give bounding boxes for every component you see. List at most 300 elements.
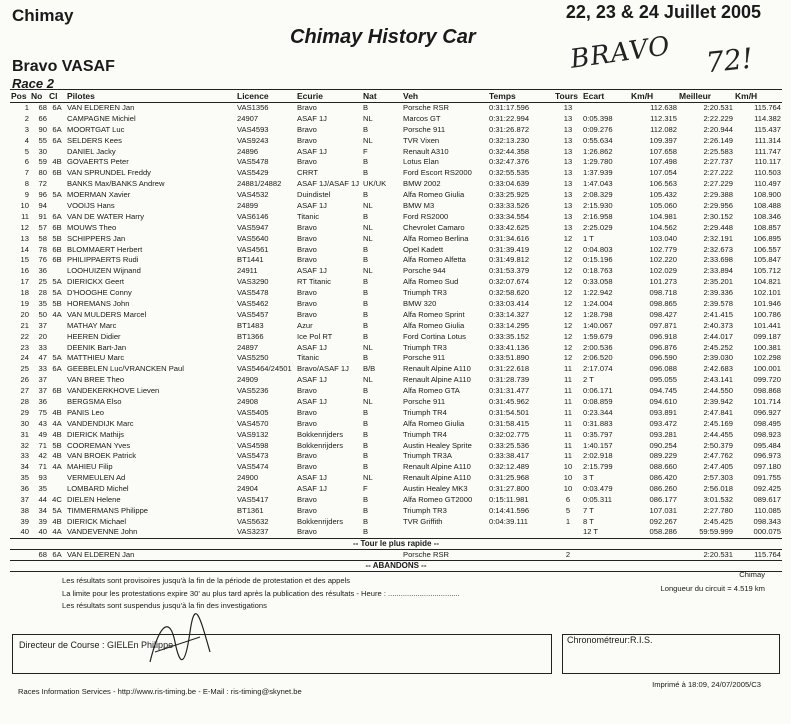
cell-vehicle: Ford Escort RS2000 [403,168,472,178]
cell-cl: 4B [52,451,62,461]
cell-licence: 24881/24882 [237,179,282,189]
cell-driver: VAN MULDERS Marcel [67,309,147,319]
cell-cl: 5A [52,505,62,515]
cell-tours: 11 [564,418,572,428]
cell-best-kmh: 111.747 [754,146,781,156]
cell-tours: 11 [564,407,572,417]
cell-driver: MOORTGAT Luc [67,124,125,134]
cell-nat: F [363,484,368,494]
cell-vehicle: Renault Alpine A110 [403,364,471,374]
cell-licence: VAS5478 [237,288,269,298]
cell-kmh: 105.432 [649,190,677,200]
cell-no: 28 [38,288,47,298]
cell-ecart: 2:15.799 [583,462,613,472]
cell-temps: 0:31:22.994 [489,113,530,123]
cell-ecurie: ASAF 1J [297,266,327,276]
cell-ecurie: Bravo [297,222,317,232]
cell-best-kmh: 092.425 [753,484,781,494]
cell-cl [48,473,66,484]
cell-tours: 12 [563,288,573,298]
cell-licence: BT1361 [237,505,264,515]
table-row [10,179,782,190]
cell-vehicle: Alfa Romeo Alfetta [403,255,466,265]
cell-licence: VAS5405 [237,407,269,417]
cell-cl: 4B [52,407,62,417]
cell-no: 76 [38,255,47,265]
col-cl: Cl [48,90,66,103]
cell-ecart: 7 T [583,505,594,515]
cell-temps: 0:33:25.536 [489,440,530,450]
cell-best-kmh: 114.382 [754,113,781,123]
cell-kmh: 092.267 [649,516,677,526]
cell-ecurie: Bokkenrijders [297,516,344,526]
col-licence: Licence [236,90,296,103]
cell-kmh: 102.029 [649,266,677,276]
cell-driver: VANDEVENNE John [67,527,138,537]
cell-temps: 0:14:41.596 [489,505,530,515]
cell-tours: 5 [565,505,571,515]
cell-cl: 6B [52,386,62,396]
cell-tours: 12 [563,255,573,265]
cell-temps: 0:31:31.477 [489,386,530,396]
cell-ecart: 12 T [583,527,599,537]
cell-best-kmh: 100.001 [753,364,781,374]
cell-licence: VAS9132 [237,429,269,439]
cell-nat: B [363,527,369,537]
cell-ecurie: Bravo [297,135,317,145]
cell-temps: 0:33:38.417 [489,451,530,461]
cell-vehicle: Triumph TR3 [403,288,447,298]
note-suspended: Les résultats sont suspendus jusqu'à la fin des investigations [62,601,267,611]
cell-best-kmh: 110.503 [754,168,781,178]
cell-no: 72 [38,179,47,189]
cell-tours: 13 [563,211,573,221]
table-row [10,418,782,429]
cell-tours: 13 [563,179,573,189]
cell-kmh: 104.562 [649,222,677,232]
cell-ecurie: Bravo [297,309,317,319]
cell-tours: 12 [563,277,573,287]
cell-vehicle: Lotus Elan [403,157,439,167]
cell-kmh: 094.745 [649,386,677,396]
cell-licence: VAS4532 [237,190,269,200]
cell-no: 37 [38,386,47,396]
cell-licence: BT1483 [237,320,264,330]
cell-kmh: 095.055 [649,375,677,385]
table-row [10,266,782,277]
cell-cl: 4B [52,157,62,167]
cell-nat: B [363,462,369,472]
cell-vehicle: Austin Healey Sprite [403,440,472,450]
cell-cl: 5A [52,190,62,200]
cell-no: 78 [38,244,47,254]
cell-best-kmh: 095.484 [753,440,781,450]
cell-pos: 9 [24,190,29,200]
cell-cl: 6B [52,168,62,178]
cell-no: 25 [38,277,47,287]
cell-nat: B [363,103,369,113]
cell-best-lap: 2:25.583 [703,146,733,156]
cell-temps: 0:32:55.535 [489,168,530,178]
table-row [10,495,782,506]
cell-tours: 13 [563,222,573,232]
fastest-pos [10,549,30,560]
cell-ecurie: Bravo [297,233,317,243]
cell-cl: 4A [52,462,62,472]
cell-temps: 0:32:02.775 [489,429,530,439]
cell-no: 42 [38,451,47,461]
col-tours: Tours [554,90,582,103]
cell-licence: VAS4570 [237,418,269,428]
cell-tours: 13 [563,200,573,210]
cell-kmh: 086.177 [649,495,677,504]
cell-licence: BT1366 [237,331,264,341]
cell-pos: 15 [20,255,29,265]
cell-best-lap: 2:27.229 [703,179,733,189]
cell-tours: 12 [563,320,573,330]
footer-services: Races Information Services - http://www.ris-timing.be - E-Mail : ris-timing@skynet.be [18,687,302,696]
cell-tours: 12 [563,342,573,352]
cell-best-lap: 2:39.030 [703,353,733,363]
table-row [10,397,782,408]
cell-best-lap: 2:47.762 [703,451,733,461]
cell-tours [554,527,582,538]
cell-nat: B [363,309,369,319]
table-row [10,255,782,266]
cell-nat: B [363,288,369,298]
abandons-label: -- ABANDONS -- [10,560,782,571]
cell-licence: VAS5250 [237,353,269,363]
cell-best-kmh: 110.117 [754,157,781,167]
cell-kmh: 105.060 [649,200,677,210]
cell-vehicle: Chevrolet Camaro [403,222,465,232]
cell-pos: 29 [20,407,29,417]
cell-driver: DEENIK Bart-Jan [67,342,127,352]
cell-ecurie: Azur [297,320,313,330]
cell-kmh: 094.610 [649,396,677,406]
cell-nat: B [363,211,369,221]
cell-driver: VAN SPRUNDEL Freddy [67,168,151,178]
cell-best-kmh: 108.900 [753,190,781,200]
cell-ecart: 0:18.763 [583,266,613,276]
table-row [10,233,782,244]
cell-driver: D'HOOGHE Conny [67,288,132,298]
cell-best-kmh: 115.764 [754,103,781,113]
cell-nat: B [363,168,369,178]
cell-kmh: 096.088 [649,364,677,374]
cell-nat: NL [363,342,373,352]
cell-best-kmh: 101.441 [753,320,781,330]
cell-tours: 10 [563,462,573,472]
provisional-notes [62,575,460,613]
cell-pos: 11 [21,211,29,221]
cell-ecurie: Ice Pol RT [297,331,333,341]
cell-vehicle: Ford Cortina Lotus [403,331,466,341]
cell-no: 35 [38,484,47,494]
cell-best-lap: 2:42.683 [703,364,733,374]
cell-vehicle: BMW 320 [403,298,437,308]
cell-best-lap: 2:29.448 [703,222,733,232]
cell-licence: VAS5464/24501 [237,364,292,374]
cell-licence: VAS6146 [237,211,269,221]
race-director: Directeur de Course : GIELEn Philippe [19,640,174,650]
fastest-lap-speed: 115.764 [754,549,781,559]
cell-ecurie: Bravo [297,451,317,461]
cell-best-lap: 2:44.455 [703,429,733,439]
cell-pos: 32 [20,440,29,450]
cell-temps: 0:33:25.925 [489,190,530,200]
cell-best-lap: 59:59.999 [699,527,733,537]
cell-best-lap: 2:44.017 [703,331,733,341]
cell-best-kmh: 106.895 [753,233,781,243]
cell-nat: B/B [363,364,376,374]
cell-driver: MOUWS Theo [67,222,117,232]
cell-temps: 0:32:13.230 [489,135,530,145]
cell-licence: VAS3237 [237,527,269,537]
cell-no: 91 [38,211,47,221]
table-row [10,299,782,310]
cell-vehicle: Triumph TR3A [403,451,452,461]
circuit-info [661,568,765,596]
cell-kmh: 089.229 [649,451,677,461]
cell-driver: MATTHIEU Marc [67,353,125,363]
cell-pos: 3 [24,124,29,134]
cell-kmh: 112.638 [650,103,677,113]
cell-nat: B [363,277,369,287]
cell-ecart: 1:26.862 [583,146,613,156]
cell-ecart: 0:15.196 [583,255,613,265]
cell-no: 71 [38,462,47,472]
cell-pos: 38 [20,505,29,515]
cell-best-kmh: 098.923 [753,429,781,439]
cell-pos: 39 [20,516,29,526]
cell-ecurie: Bravo [297,288,317,298]
cell-licence: VAS5429 [237,168,269,178]
cell-nat: B [363,451,369,461]
cell-nat: F [363,146,368,156]
cell-temps: 0:33:35.152 [489,331,530,341]
cell-ecurie: Bravo [297,255,317,265]
cell-no: 37 [38,320,47,330]
cell-licence: VAS5632 [237,516,269,526]
cell-temps: 0:33:51.890 [489,353,530,363]
cell-pos: 17 [20,277,29,287]
cell-driver: LOMBARD Michel [67,484,129,494]
table-row [10,505,782,516]
cell-no: 33 [38,364,47,374]
cell-temps: 0:31:27.800 [489,484,530,494]
cell-ecurie: Bravo [297,386,317,396]
cell-driver: DIELEN Helene [67,495,121,504]
fastest-vehicle: Porsche RSR [403,549,450,559]
cell-ecart: 0:05.398 [583,113,613,123]
cell-tours: 11 [564,396,572,406]
cell-kmh: 098.865 [649,298,677,308]
cell-tours: 13 [563,168,573,178]
cell-best-lap: 2:22.229 [703,113,733,123]
cell-temps: 0:32:47.376 [489,157,530,167]
cell-ecurie: Bravo [297,157,317,167]
cell-ecart: 2:08.329 [583,190,613,200]
cell-vehicle: Porsche 911 [403,124,446,134]
results-body [10,103,782,539]
cell-licence: 24897 [237,342,259,352]
cell-driver: HEEREN Didier [67,331,121,341]
cell-ecurie: Duindistel [297,190,331,200]
table-row [10,320,782,331]
cell-ecart: 1:28.798 [583,309,613,319]
cell-vehicle: BMW 2002 [403,179,441,189]
cell-no: 39 [38,516,47,526]
cell-ecart: 0:33.058 [583,277,613,287]
cell-driver: LOOHUIZEN Wijnand [67,266,141,276]
cell-pos: 35 [20,473,29,483]
cell-driver: DIERICKX Geert [67,277,124,287]
cell-kmh: 096.876 [649,342,677,352]
fastest-lap-number: 2 [565,549,571,559]
table-row [10,364,782,375]
cell-kmh: 109.397 [649,135,677,145]
cell-no: 37 [38,375,47,385]
cell-cl: 4B [52,429,62,439]
cell-best-kmh: 101.714 [753,396,781,406]
cell-driver: BLOMMAERT Herbert [67,244,143,254]
cell-licence: VAS4593 [237,124,269,134]
table-row [10,484,782,495]
cell-nat: B [363,255,369,265]
table-row [10,244,782,255]
cell-ecurie: ASAF 1J [297,200,327,210]
cell-temps: 0:32:44.358 [489,146,530,156]
cell-best-lap: 2:20.531 [703,103,733,113]
cell-driver: SCHIPPERS Jan [67,233,126,243]
cell-no: 71 [38,440,47,450]
cell-licence: BT1441 [237,255,264,265]
cell-best-lap: 2:47.841 [703,407,733,417]
cell-tours: 12 [563,298,573,308]
cell-best-kmh: 100.381 [753,342,781,352]
cell-temps: 0:33:41.136 [489,342,530,352]
cell-ecurie: ASAF 1J [297,342,327,352]
cell-ecart: 2:15.930 [583,200,613,210]
cell-cl: 4C [52,495,62,504]
cell-ecurie: Bokkenrijders [297,429,344,439]
cell-no: 36 [38,266,47,276]
cell-best-lap: 2:29.388 [703,190,733,200]
table-row [10,211,782,222]
cell-temps: 0:33:34.554 [489,211,530,221]
cell-ecart: 1:24.004 [583,298,613,308]
table-row [10,135,782,146]
event-title: Chimay History Car [290,26,476,48]
cell-driver: VERMEULEN Ad [67,473,126,483]
cell-driver: TIMMERMANS Philippe [67,505,149,515]
col-kmh: Km/H [630,90,678,103]
cell-nat: NL [363,396,373,406]
cell-tours: 12 [563,331,573,341]
cell-vehicle: Opel Kadett [403,244,444,254]
cell-no: 80 [38,168,47,178]
cell-tours: 11 [564,429,572,439]
footer-printed: Imprimé à 18:09, 24/07/2005/C3 [652,680,761,689]
cell-kmh: 093.472 [649,418,677,428]
cell-temps: 0:33:42.625 [489,222,530,232]
cell-nat: B [363,331,369,341]
cell-best-lap: 2:47.405 [703,462,733,472]
table-row [10,429,782,440]
cell-best-kmh: 110.497 [754,179,781,189]
cell-cl [48,201,66,212]
cell-nat: B [363,440,369,450]
cell-licence: VAS9243 [237,135,269,145]
cell-best-kmh: 098.868 [753,386,781,396]
cell-best-kmh: 098.495 [753,418,781,428]
cell-driver: HOREMANS John [67,298,130,308]
cell-kmh: 112.315 [650,113,677,123]
cell-vehicle: Renault A310 [403,146,449,156]
cell-cl: 4A [52,418,62,428]
cell-best-lap: 2:45.425 [703,516,733,526]
cell-driver: BANKS Max/BANKS Andrew [67,179,165,189]
table-row [10,516,782,527]
cell-tours: 12 [563,244,573,254]
cell-ecurie: ASAF 1J [297,146,327,156]
cell-no: 93 [38,473,47,483]
cell-licence: 24908 [237,396,259,406]
cell-temps: 0:31:45.962 [489,396,530,406]
cell-temps: 0:33:14.295 [489,320,530,330]
cell-tours: 13 [563,157,573,167]
cell-pos: 6 [24,157,29,167]
cell-ecart: 2:02.918 [583,451,613,461]
cell-nat: B [363,353,369,363]
cell-kmh: 086.260 [649,484,677,494]
cell-best-kmh: 100.786 [753,309,781,319]
cell-driver: GOVAERTS Peter [67,157,129,167]
cell-ecurie: Bravo [297,124,317,134]
cell-ecurie: Bravo [297,407,317,417]
cell-kmh: 096.590 [649,353,677,363]
fastest-lap-row [10,549,782,560]
cell-kmh: 088.660 [649,462,677,472]
cell-licence: VAS5457 [237,309,269,319]
cell-best-kmh: 096.927 [753,407,781,417]
cell-ecurie: ASAF 1J [297,375,327,385]
cell-driver: MATHAY Marc [67,320,117,330]
circuit-length: Longueur du circuit = 4.519 km [660,584,765,593]
cell-ecurie: ASAF 1J [297,484,327,494]
cell-cl: 5A [52,353,62,363]
cell-driver: CAMPAGNE Michiel [67,113,136,123]
cell-driver: VAN ELDEREN Jan [67,103,135,113]
cell-kmh: 097.871 [649,320,677,330]
cell-driver: VAN BREE Theo [67,375,125,385]
cell-pos: 25 [20,364,29,374]
cell-no: 58 [38,233,47,243]
cell-tours: 11 [564,375,572,385]
cell-pos: 20 [20,309,29,319]
cell-ecurie: Bokkenrijders [297,440,344,450]
cell-no: 59 [38,157,47,167]
cell-vehicle: Renault Alpine A110 [403,375,471,385]
cell-driver: COOREMAN Yves [67,440,131,450]
cell-vehicle: Alfa Romeo Giulia [403,418,465,428]
table-header-row [10,90,782,103]
cell-best-lap: 2:32.673 [703,244,733,254]
cell-nat: B [363,157,369,167]
table-row [10,113,782,124]
cell-cl [48,331,66,342]
